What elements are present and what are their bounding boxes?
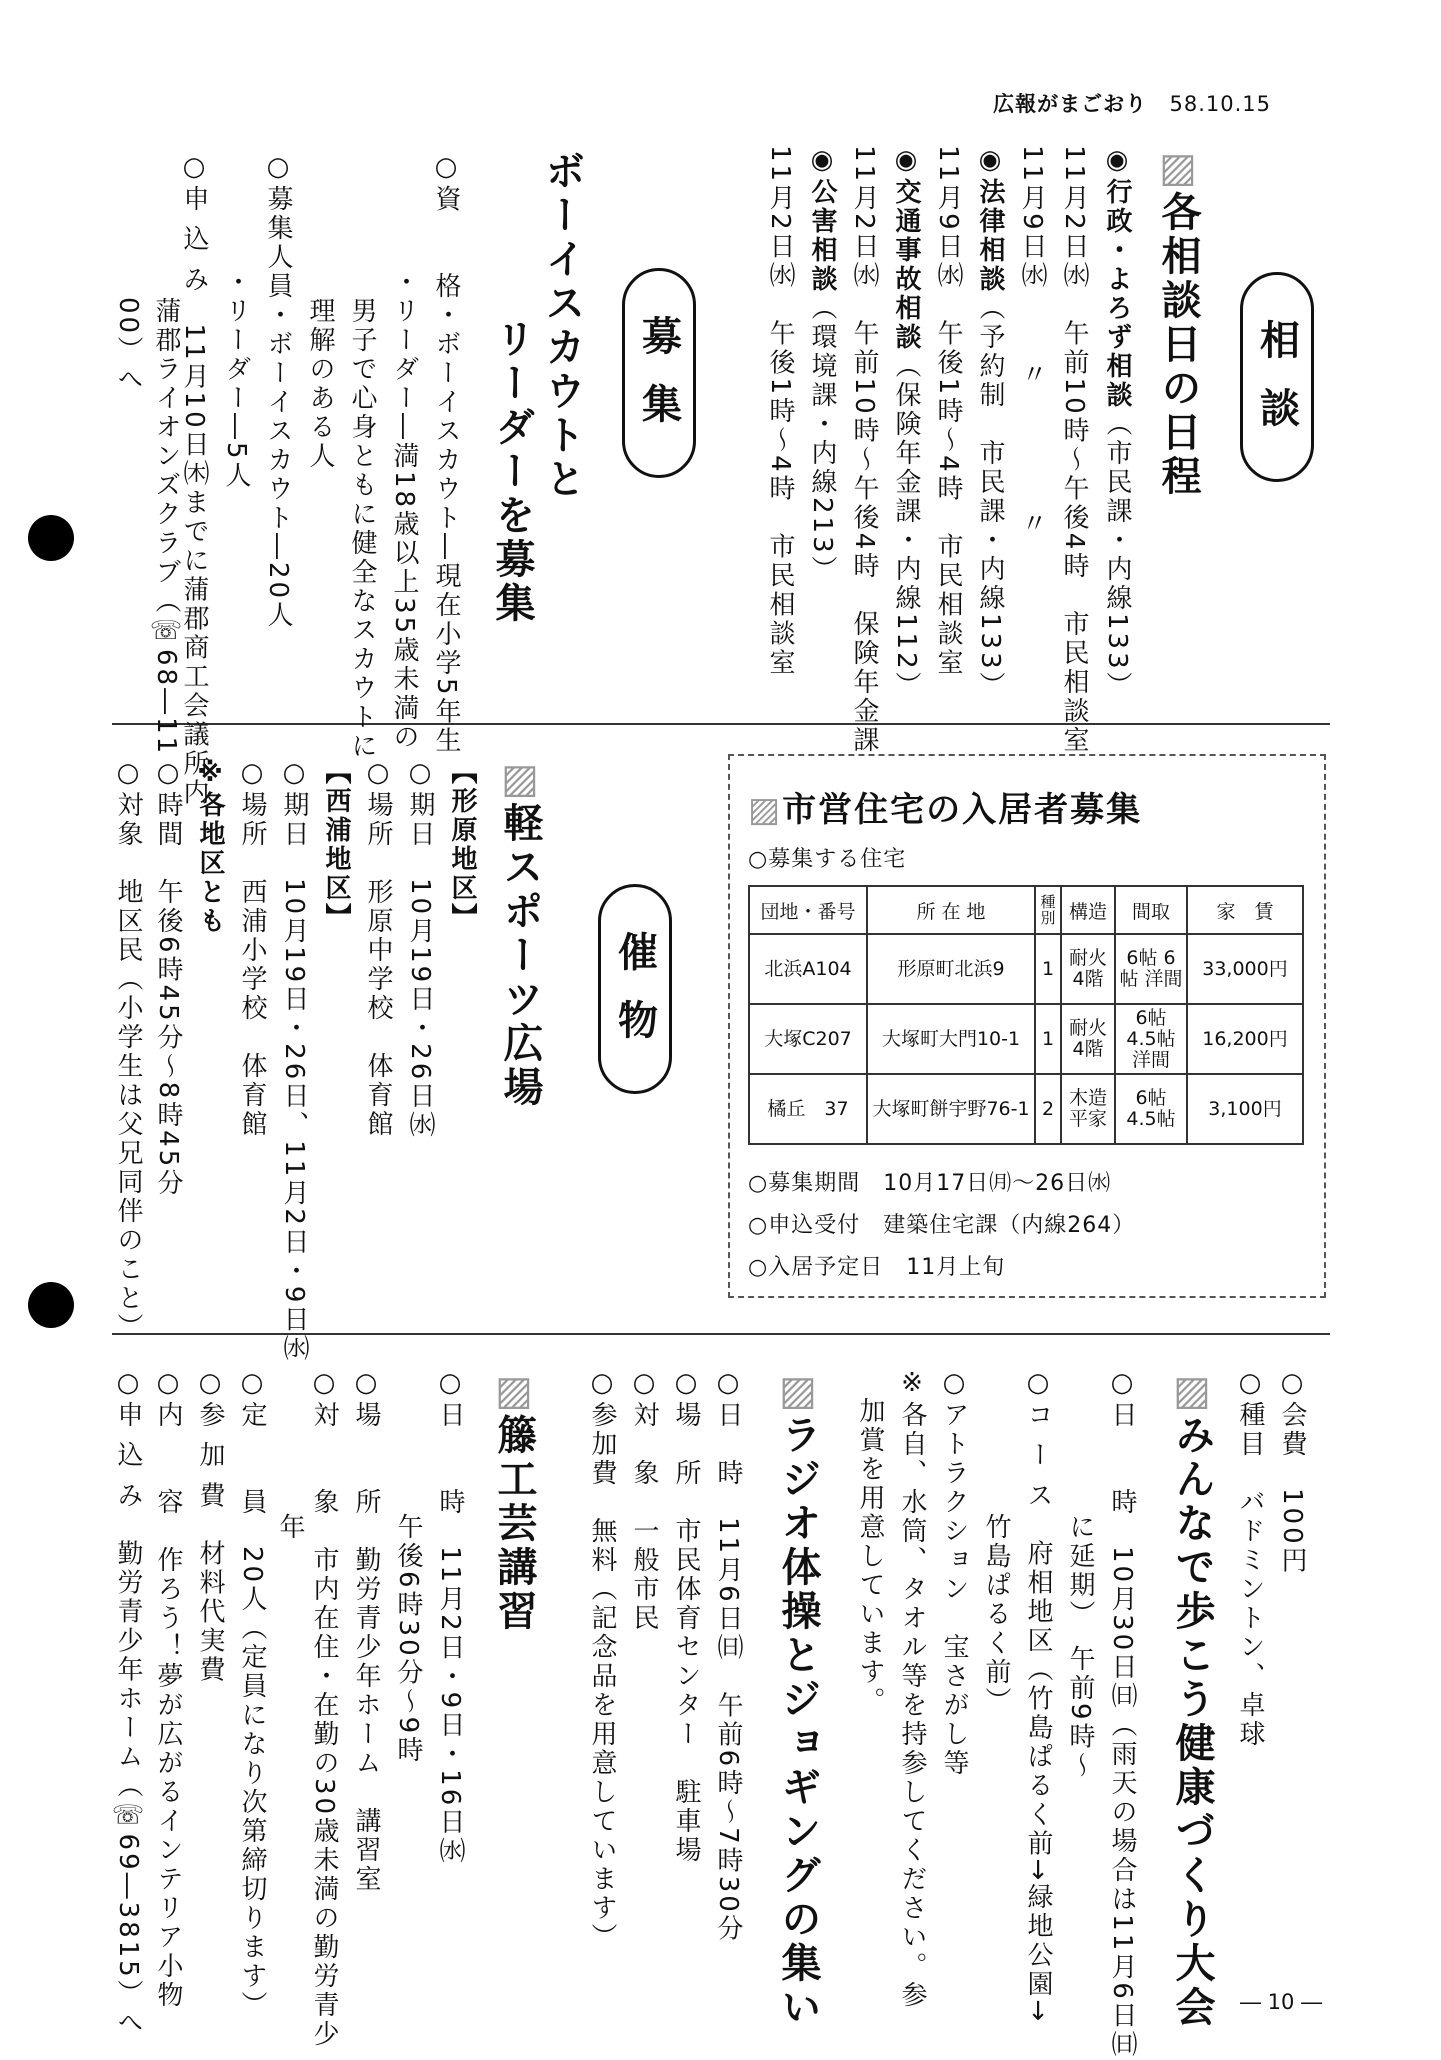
cell: 2 (1035, 1074, 1061, 1144)
cell: 33,000円 (1187, 934, 1303, 1004)
consult-line: 11月2日㈬ 午前10時〜午後4時 保険年金課 (849, 145, 879, 756)
walk-title: ▨みんなで歩こう健康づくり大会 (1169, 1368, 1215, 2030)
sports-line: ○期日 10月19日・26日、11月2日・9日㈬ (279, 758, 309, 1364)
sports-title: ▨軽スポーツ広場 (497, 756, 543, 1110)
housing-move-in: ○入居予定日 11月上旬 (748, 1255, 1006, 1280)
radio-line: ○場 所 市民体育センター 駐車場 (671, 1368, 701, 1865)
publication-date: 58.10.15 (1169, 92, 1271, 116)
scout-line: 理解のある人 (305, 152, 335, 471)
cell: 3,100円 (1187, 1074, 1303, 1144)
consult-line: ◉行政・よろず相談（市民課・内線133） (1102, 145, 1132, 701)
sports-line: ○会費 100円 (1277, 1368, 1307, 1576)
walk-line: 加賞を用意しています。 (855, 1368, 885, 1716)
page-number: ― 10 ― (1240, 1990, 1323, 2014)
sports-line: ○種目 バドミントン、卓球 (1235, 1368, 1265, 1749)
cell: 大塚C207 (749, 1004, 867, 1074)
radio-line: ○対 象 一般市民 (629, 1368, 659, 1633)
rattan-line: ○対 象 市内在住・在勤の30歳未満の勤労青少 (309, 1368, 339, 2050)
scout-title-2: リーダーを募集 (489, 318, 535, 626)
col-header: 所 在 地 (867, 886, 1035, 934)
rattan-line: ○日 時 11月2日・9日・16日㈬ (435, 1368, 465, 1867)
col-header: 間取 (1115, 886, 1187, 934)
housing-table (748, 885, 1304, 1145)
cell: 形原町北浜9 (867, 934, 1035, 1004)
housing-period: ○募集期間 10月17日㈪〜26日㈬ (748, 1171, 1112, 1196)
scout-line: 男子で心身ともに健全なスカウトに (347, 152, 377, 761)
scout-title-1: ボーイスカウトと (539, 150, 585, 502)
page-header (993, 88, 1271, 118)
col-header: 家 賃 (1187, 886, 1303, 934)
consult-title: ▨各相談日の日程 (1155, 145, 1201, 499)
walk-line: ○日 時 10月30日㈰（雨天の場合は11月6日㈰ (1107, 1368, 1137, 2060)
consult-line: 11月2日㈬ 午前10時〜午後4時 市民相談室 (1059, 145, 1089, 756)
scout-line: ○申 込 み 11月10日㈭までに蒲郡商工会議所内 (179, 152, 209, 808)
sports-line: ○時間 午後6時45分〜8時45分 (153, 758, 183, 1199)
cell: 16,200円 (1187, 1004, 1303, 1074)
consult-line: 11月9日㈬〃〃 (1017, 145, 1047, 539)
walk-line: ○コ ー ス 府相地区（竹島ぱるく前→緑地公園→ (1023, 1368, 1053, 2025)
table-row (749, 1004, 1303, 1074)
walk-line: 竹島ぱるく前） (981, 1368, 1011, 1716)
housing-subtitle: ○募集する住宅 (748, 847, 907, 872)
cell: 6帖 4.5帖 洋間 (1115, 1004, 1187, 1074)
cell: 北浜A104 (749, 934, 867, 1004)
consult-line: ◉交通事故相談（保険年金課・内線112） (891, 145, 921, 701)
cell: 1 (1035, 934, 1061, 1004)
walk-line: ○アトラクション 宝さがし等 (939, 1368, 969, 1778)
housing-title: ▨市営住宅の入居者募集 (748, 790, 1143, 830)
badge-recruit: 募集 (622, 268, 696, 478)
radio-line: ○参加費 無料（記念品を用意しています） (587, 1368, 617, 1952)
sports-line: ○対象 地区民（小学生は父兄同伴のこと） (113, 758, 143, 1342)
scout-line: ・リーダー―満18歳以上35歳未満の (389, 152, 419, 753)
cell: 大塚町餅宇野76-1 (867, 1074, 1035, 1144)
scout-line: ○募集人員・ボーイスカウト―20人 (263, 152, 293, 631)
badge-consult: 相談 (1240, 272, 1314, 482)
consult-line: 11月9日㈬ 午後1時〜4時 市民相談室 (933, 145, 963, 678)
rattan-line: ○内 容 作ろう！夢が広がるインテリア小物 (153, 1368, 183, 2010)
cell: 6帖 4.5帖 (1115, 1074, 1187, 1144)
section-divider (112, 723, 1330, 725)
cell: 1 (1035, 1004, 1061, 1074)
sports-note: ※各地区とも (195, 758, 225, 936)
rattan-line: ○参 加 費 材料代実費 (195, 1368, 225, 1685)
radio-line: ○日 時 11月6日㈰ 午前6時〜7時30分 (713, 1368, 743, 1944)
rattan-line: ○申 込 み 勤労青少年ホーム（☏69―3815）へ (113, 1368, 143, 2038)
binder-hole (28, 515, 74, 561)
housing-apply: ○申込受付 建築住宅課（内線264） (748, 1213, 1136, 1238)
col-header: 構造 (1061, 886, 1115, 934)
scout-line: ○資 格・ボーイスカウト―現在小学5年生 (431, 152, 461, 756)
scout-line: ・リーダー―5人 (221, 152, 251, 491)
rattan-title: ▨籐工芸講習 (491, 1368, 537, 1634)
walk-line: に延期） 午前9時〜 (1065, 1368, 1095, 1781)
walk-line: ※各自、水筒、タオル等を持参してください。参 (897, 1368, 927, 2010)
consult-line: 11月2日㈬ 午後1時〜4時 市民相談室 (765, 145, 795, 678)
consult-line: ◉法律相談（予約制 市民課・内線133） (975, 145, 1005, 701)
scout-line: 蒲郡ライオンズクラブ（☏68―11 (151, 152, 181, 757)
sports-area-heading: 【形原地区】 (447, 758, 477, 932)
publication-title: 広報がまごおり (993, 92, 1148, 116)
sports-line: ○期日 10月19日・26日㈬ (405, 758, 435, 1141)
cell: 耐火 4階 (1061, 1004, 1115, 1074)
cell: 6帖 6帖 洋間 (1115, 934, 1187, 1004)
rattan-line: 年 (275, 1368, 305, 1542)
cell: 木造 平家 (1061, 1074, 1115, 1144)
badge-event: 催物 (598, 884, 672, 1094)
table-header-row (749, 886, 1303, 934)
consult-line: ◉公害相談（環境課・内線213） (807, 145, 837, 585)
radio-title: ▨ラジオ体操とジョギングの集い (775, 1368, 821, 2030)
sports-area-heading: 【西浦地区】 (321, 758, 351, 932)
rattan-line: ○場 所 勤労青少年ホーム 講習室 (351, 1368, 381, 1894)
cell: 橘丘 37 (749, 1074, 867, 1144)
rattan-line: ○定 員 20人（定員になり次第締切ります） (237, 1368, 267, 2021)
table-row (749, 1074, 1303, 1144)
binder-hole (28, 1282, 74, 1328)
rattan-line: 午後6時30分〜9時 (393, 1368, 423, 1766)
cell: 耐火 4階 (1061, 934, 1115, 1004)
scout-line: 00）へ (113, 152, 143, 395)
cell: 大塚町大門10-1 (867, 1004, 1035, 1074)
sports-line: ○場所 形原中学校 体育館 (363, 758, 393, 1139)
sports-line: ○場所 西浦小学校 体育館 (237, 758, 267, 1139)
table-row (749, 934, 1303, 1004)
col-header: 団地・番号 (749, 886, 867, 934)
col-header: 種別 (1035, 886, 1061, 934)
